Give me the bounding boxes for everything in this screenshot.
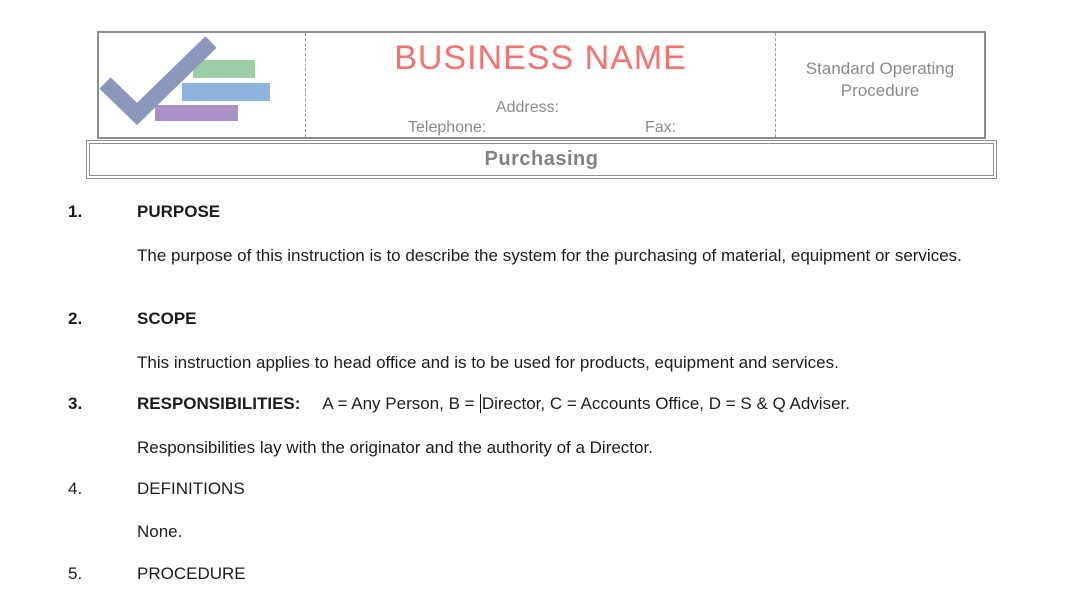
section-number: 1. [68, 202, 83, 221]
section-heading-scope: SCOPE [137, 309, 197, 328]
checkmark-logo-icon [99, 33, 305, 137]
section-heading-purpose: PURPOSE [137, 202, 221, 221]
fax-label: Fax: [645, 119, 677, 136]
section-number: 2. [68, 309, 83, 328]
responsibilities-roles-text: A = Any Person, B = Director, C = Accounts Office, D = S & Q Adviser. [322, 394, 850, 413]
section-heading-definitions: DEFINITIONS [137, 479, 245, 498]
responsibilities-label: RESPONSIBILITIES: [137, 394, 301, 413]
business-info-cell [305, 33, 776, 137]
section-number: 5. [68, 564, 83, 583]
doc-type-label: Standard Operating Procedure [805, 59, 955, 100]
business-name-title: BUSINESS NAME [394, 39, 687, 77]
purpose-paragraph: The purpose of this instruction is to describe the system for the purchasing of material, equipment or services. [137, 246, 962, 265]
section-heading-responsibilities [137, 394, 850, 414]
section-number: 4. [68, 479, 83, 498]
procedure-title-bar [86, 140, 997, 179]
address-label: Address: [495, 99, 560, 116]
section-heading-procedure: PROCEDURE [137, 564, 246, 583]
procedure-title-inner [89, 143, 994, 176]
procedure-title: Purchasing [484, 148, 599, 170]
responsibilities-paragraph: Responsibilities lay with the originator and the authority of a Director. [137, 438, 653, 457]
telephone-label: Telephone: [408, 119, 487, 136]
document-text-area[interactable] [0, 180, 1080, 600]
definitions-paragraph: None. [137, 522, 183, 541]
doc-type-cell [776, 33, 984, 137]
logo-cell [99, 33, 305, 137]
scope-paragraph: This instruction applies to head office and is to be used for products, equipment and services. [137, 353, 839, 372]
document-header [97, 31, 986, 139]
section-number: 3. [68, 394, 83, 413]
